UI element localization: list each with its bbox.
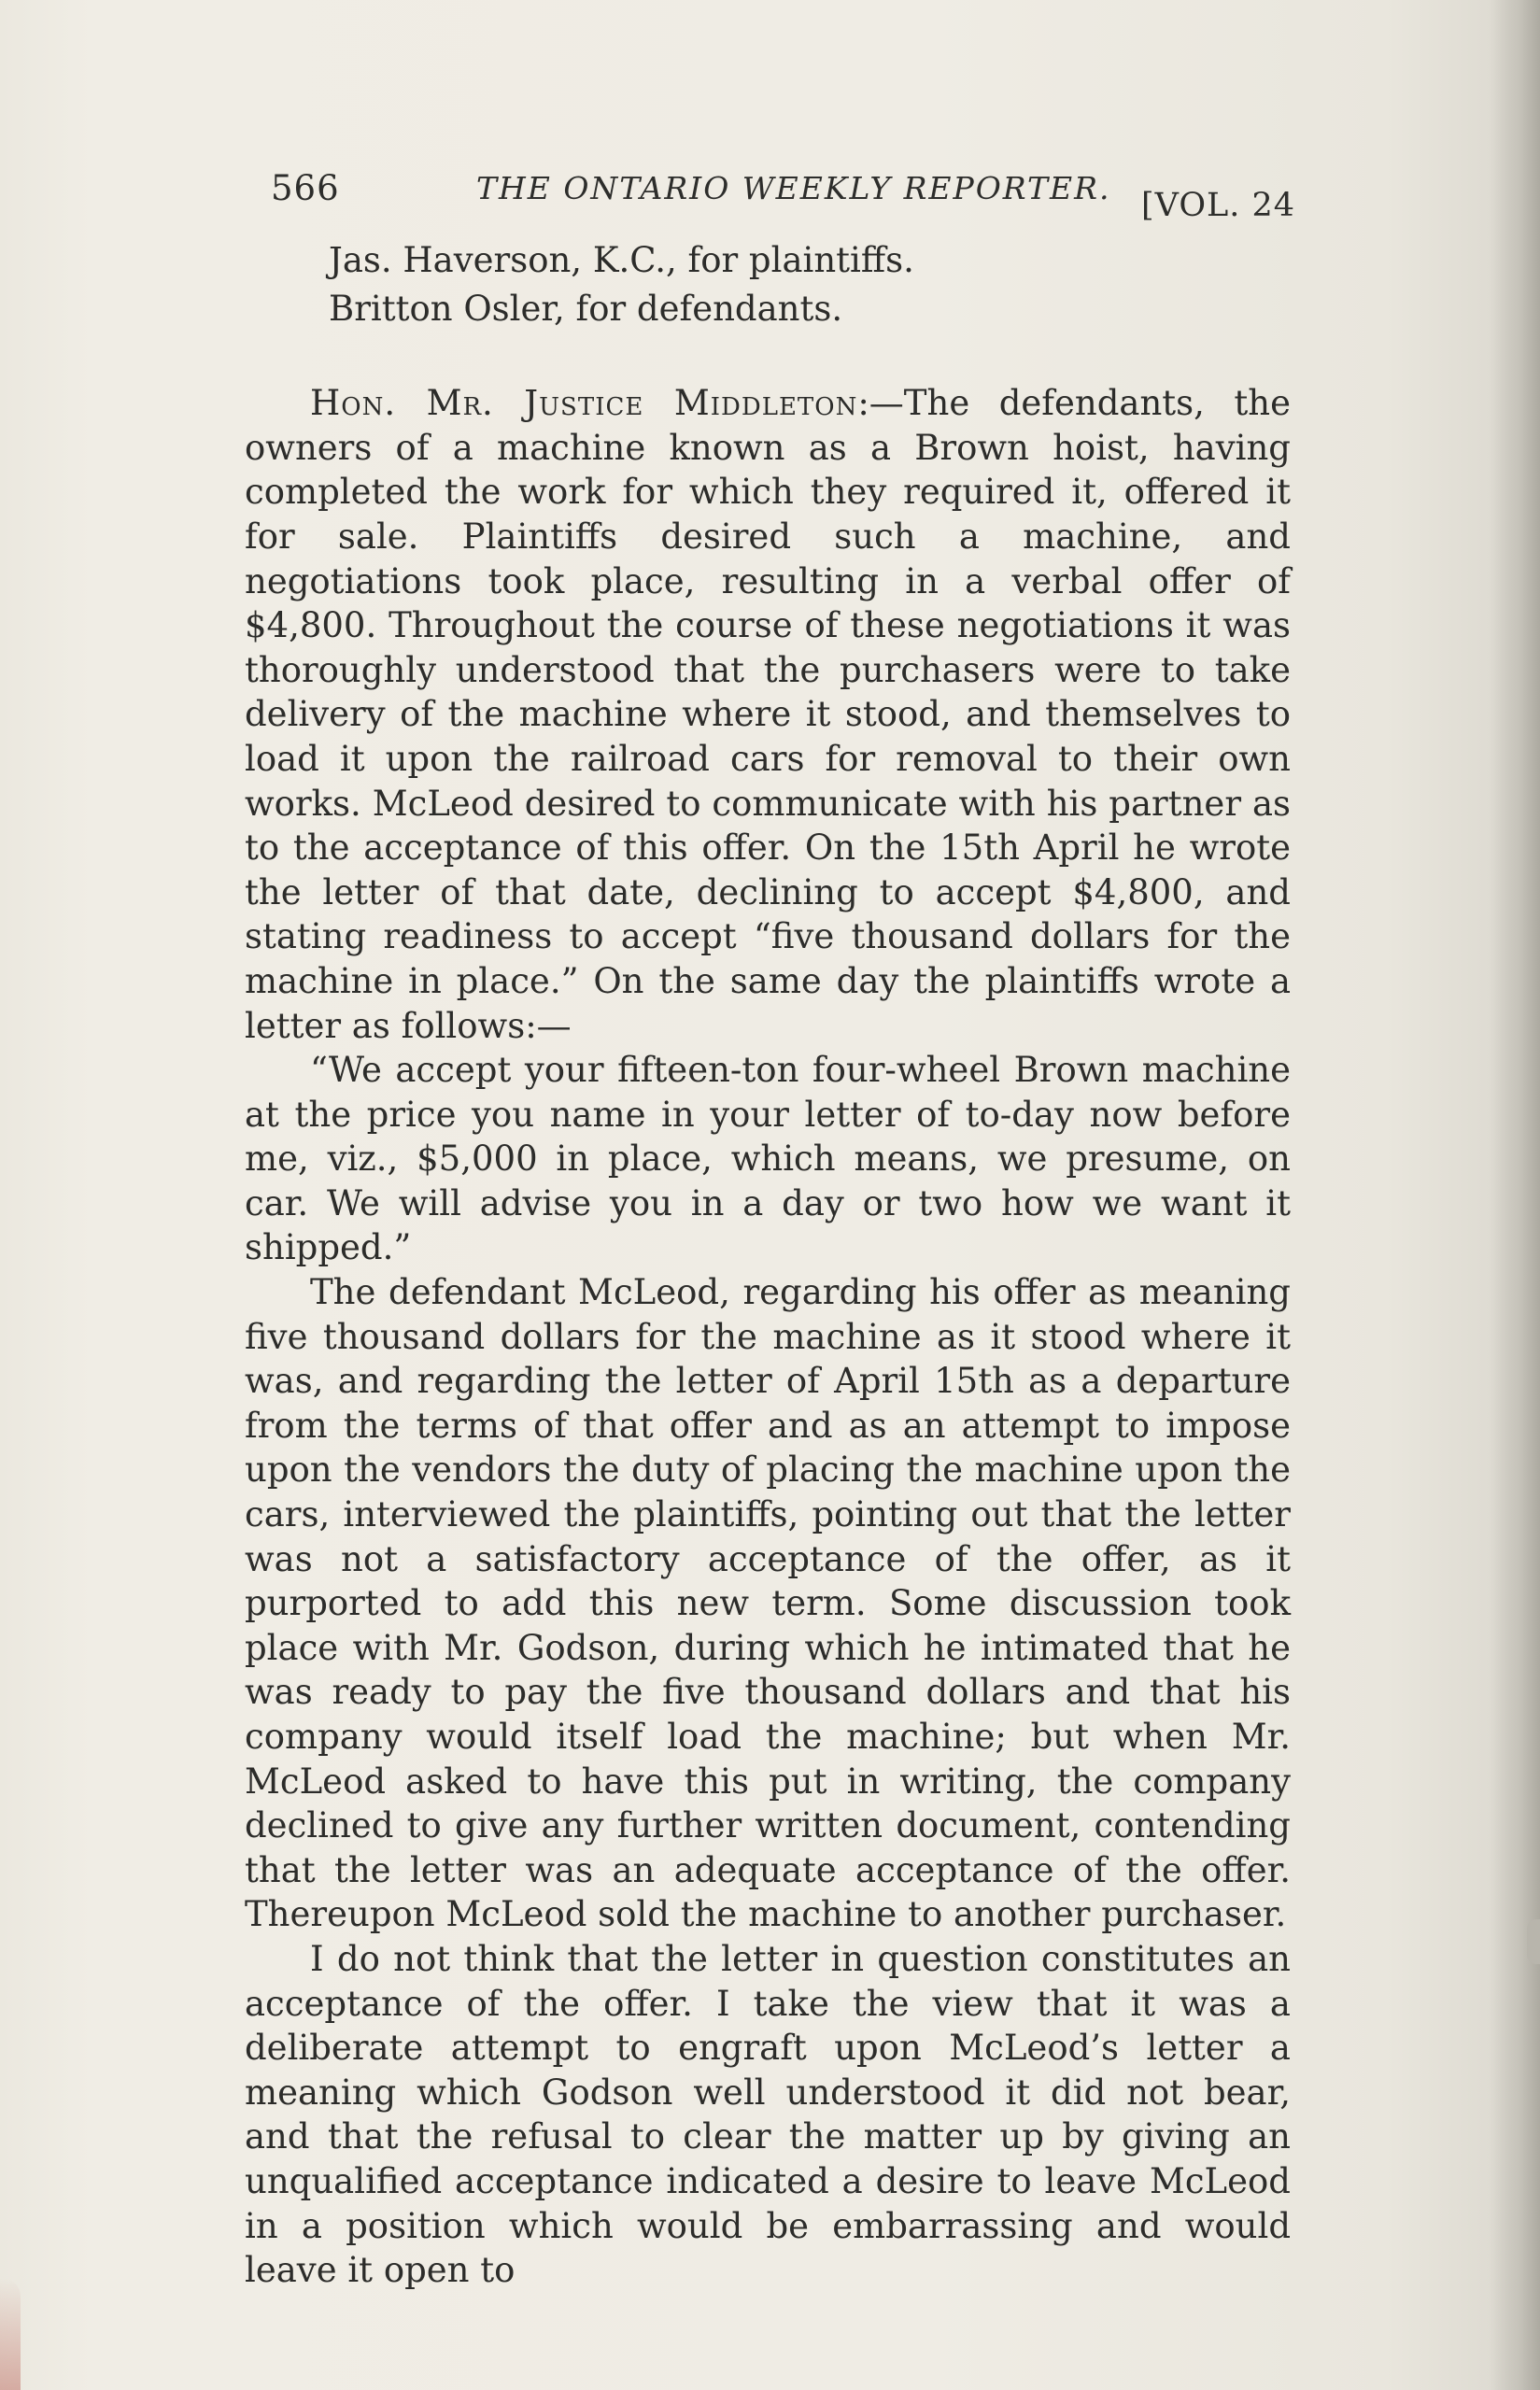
judgment-opening-paragraph <box>245 381 1291 1048</box>
volume-label: [VOL. 24 <box>1141 187 1296 224</box>
running-head <box>271 161 1298 226</box>
judgment-opening-text: :—The defendants, the owners of a machine known as a Brown hoist, having completed the work for which they required it, offered it for sale. Plaintiffs desired such a machine, and negotiations took place, resulting in a verbal offer of $4,800. Throughout the course of these negotiations it was thoroughly understood that the purchasers were to take delivery of the machine where it stood, and themselves to load it upon the railroad cars for removal to their own works. McLeod desired to communicate with his partner as to the acceptance of this offer. On the 15th April he wrote the letter of that date, declining to accept $4,800, and stating readiness to accept “five thousand dollars for the machine in place.” On the same day the plaintiffs wrote a letter as follows:— <box>245 383 1291 1046</box>
paragraph-2: The defendant McLeod, regarding his offer as meaning five thousand dollars for the machine as it stood where it was, and regarding the letter of April 15th as a departure from the terms of that offer and as an attempt to impose upon the vendors the duty of placing the machine upon the cars, interviewed the plaintiffs, pointing out that the letter was not a satisfactory acceptance of the offer, as it purported to add this new term. Some discussion took place with Mr. Godson, during which he intimated that he was ready to pay the five thousand dollars and that his company would itself load the machine; but when Mr. McLeod asked to have this put in writing, the company declined to give any further written document, contending that the letter was an adequate acceptance of the offer. Thereupon McLeod sold the machine to another purchaser. <box>245 1272 1291 1935</box>
judge-name: Hon. Mr. Justice Middleton <box>310 383 858 424</box>
counsel-defendants: Britton Osler, for defendants. <box>329 288 843 329</box>
quoted-letter: “We accept your fifteen-ton four-wheel Brown machine at the price you name in your letter of to-day now before me, viz., $5,000 in place, which means, we presume, on car. We will advise you in a day or two how we want it shipped.” <box>245 1050 1291 1268</box>
page-edge-nick <box>1527 1919 1540 1964</box>
page-number: 566 <box>271 168 340 208</box>
journal-title: THE ONTARIO WEEKLY REPORTER. <box>476 170 1111 206</box>
page-edge-shadow <box>1489 0 1540 2390</box>
body-text <box>245 238 1291 2293</box>
counsel-plaintiffs: Jas. Haverson, K.C., for plaintiffs. <box>329 240 914 280</box>
page-stain <box>0 2278 21 2390</box>
paragraph-3: I do not think that the letter in question constitutes an acceptance of the offer. I take the view that it was a deliberate attempt to engraft upon McLeod’s letter a meaning which Godson well understood it did not bear, and that the refusal to clear the matter up by giving an unqualified acceptance indicated a desire to leave McLeod in a position which would be embarrassing and would leave it open to <box>245 1938 1291 2291</box>
